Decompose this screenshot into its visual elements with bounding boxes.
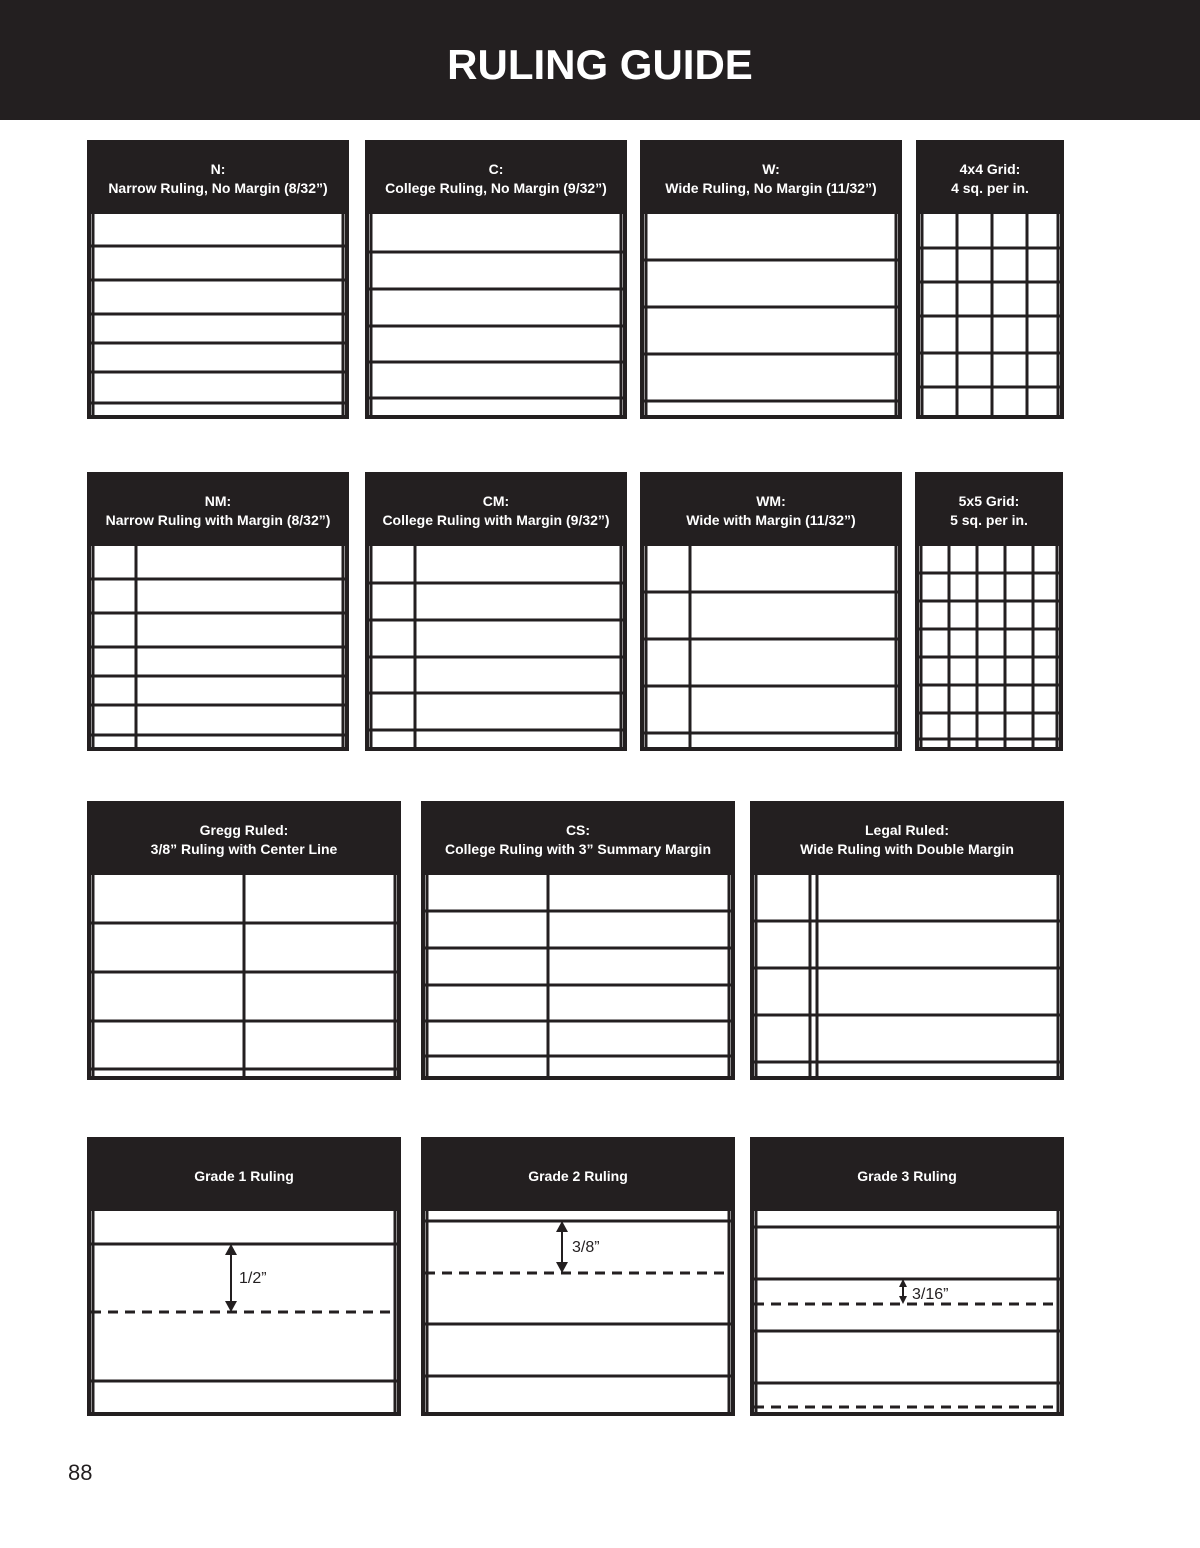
ruling-lines [425,805,731,1076]
card-code: W: [762,161,780,177]
ruling-lines [91,476,345,747]
ruling-card-grid-4x4 [916,140,1064,419]
ruling-card-narrow [87,140,349,419]
card-code: WM: [756,493,786,509]
card-label: College Ruling with 3” Summary Margin [444,841,712,857]
ruling-card-wide-margin [640,472,902,751]
card-label: College Ruling, No Margin (9/32”) [385,180,607,196]
ruling-card-college-margin [365,472,627,751]
card-code: CS: [565,822,591,838]
card-code: Grade 3 Ruling [857,1167,957,1184]
ruling-lines [754,1141,1060,1412]
grid-lines [919,476,1059,747]
ruling-lines [91,144,345,415]
card-label: 5 sq. per in. [950,512,1028,528]
ruling-card-grade-1 [87,1137,401,1416]
card-code: Grade 1 Ruling [194,1167,294,1184]
card-label: College Ruling with Margin (9/32”) [382,512,610,528]
page-number: 88 [68,1460,93,1485]
ruling-card-legal [750,801,1064,1080]
measure-label: 3/16” [912,1286,949,1303]
card-label: 4 sq. per in. [951,180,1029,196]
card-label: Narrow Ruling, No Margin (8/32”) [108,180,328,196]
ruling-card-grade-3 [750,1137,1064,1416]
ruling-lines [369,144,623,415]
ruling-lines [91,1141,397,1412]
card-label: Narrow Ruling with Margin (8/32”) [105,512,331,528]
card-label: Wide with Margin (11/32”) [686,512,856,528]
ruling-card-gregg [87,801,401,1080]
card-code: Gregg Ruled: [199,822,289,838]
card-code: 4x4 Grid: [959,161,1021,177]
ruling-lines [369,476,623,747]
ruling-card-wide [640,140,902,419]
ruling-lines [754,805,1060,1076]
ruling-card-college-summary [421,801,735,1080]
ruling-lines [644,144,898,415]
card-code: C: [488,161,504,177]
measure-label: 3/8” [572,1239,600,1256]
card-code: NM: [204,493,232,509]
ruling-card-grade-2 [421,1137,735,1416]
ruling-lines [644,476,898,747]
header-banner [0,0,1200,120]
card-code: Grade 2 Ruling [528,1167,628,1184]
card-label: Wide Ruling, No Margin (11/32”) [665,180,877,196]
ruling-lines [425,1141,731,1412]
grid-lines [920,144,1060,415]
ruling-card-grid-5x5 [915,472,1063,751]
card-label: Wide Ruling with Double Margin [800,841,1014,857]
measure-label: 1/2” [239,1270,267,1287]
card-code: CM: [482,493,510,509]
card-label: 3/8” Ruling with Center Line [150,841,338,857]
ruling-lines [91,805,397,1076]
card-code: 5x5 Grid: [958,493,1020,509]
card-code: Legal Ruled: [864,822,949,838]
card-code: N: [210,161,226,177]
page-title: RULING GUIDE [447,41,753,88]
ruling-card-narrow-margin [87,472,349,751]
ruling-card-college [365,140,627,419]
